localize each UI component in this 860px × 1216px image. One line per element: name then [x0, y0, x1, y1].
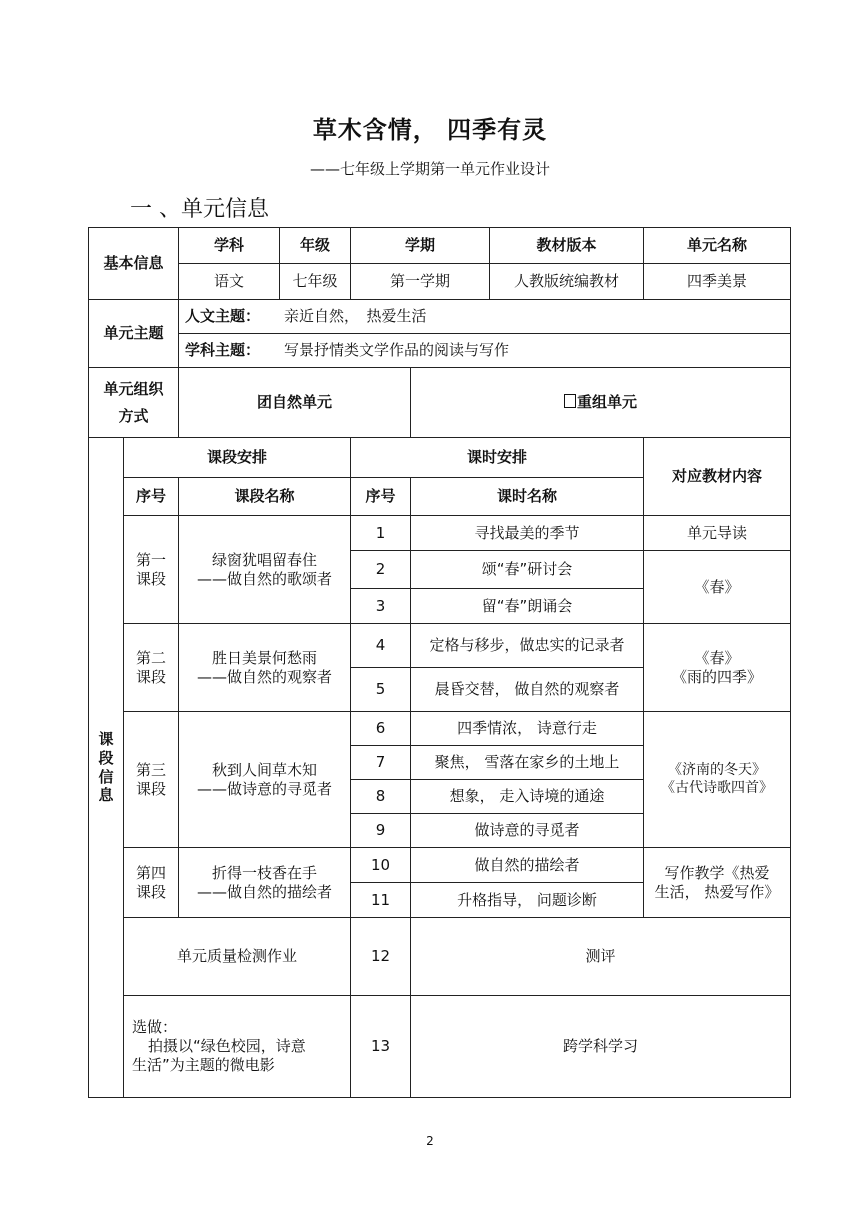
basic-info-label: 基本信息	[89, 228, 179, 300]
header-textbook: 教材版本	[489, 228, 643, 263]
segment-2-materials: 《春》 《雨的四季》	[644, 624, 791, 712]
lesson-5-name: 晨昏交替， 做自然的观察者	[411, 668, 644, 712]
document-title: 草木含情， 四季有灵	[312, 116, 548, 144]
header-term: 学期	[405, 236, 436, 255]
segment-plan-header: 课段安排	[124, 438, 351, 478]
lesson-4-name: 定格与移步，做忠实的记录者	[411, 624, 644, 668]
lesson-8-name: 想象， 走入诗境的通途	[411, 780, 644, 814]
lesson-13-name: 跨学科学习	[411, 996, 791, 1098]
unit-theme-label: 单元主题	[89, 300, 179, 368]
lesson-3-name: 留“春”朗诵会	[411, 589, 644, 624]
lesson-6-name: 四季情浓， 诗意行走	[411, 712, 644, 746]
col-seq2: 序号	[351, 478, 411, 516]
header-subject: 学科	[214, 236, 245, 255]
basic-values-subject-grade	[179, 264, 351, 300]
lesson-1-no: 1	[351, 516, 411, 551]
lesson-3-no: 3	[351, 589, 411, 624]
lesson-2-no: 2	[351, 551, 411, 589]
lesson-12-no: 12	[351, 918, 411, 996]
humanistic-theme-label: 人文主题：	[185, 307, 261, 326]
lesson-plan-header: 课时安排	[351, 438, 644, 478]
unit-info-table	[88, 227, 791, 1098]
col-seq: 序号	[124, 478, 179, 516]
segment-1-material-2: 《春》	[644, 551, 791, 624]
subject-theme-label: 学科主题：	[185, 341, 261, 360]
segment-2-name: 胜日美景何愁雨 ——做自然的观察者	[179, 624, 351, 712]
segment-info-label: 课 段 信 息	[89, 438, 124, 1098]
segment-2-seq: 第二 课段	[124, 624, 179, 712]
value-term: 第一学期	[390, 272, 451, 291]
page-number: 2	[426, 1134, 434, 1148]
col-segment-name: 课段名称	[179, 478, 351, 516]
document-subtitle: ——七年级上学期第一单元作业设计	[309, 160, 550, 178]
lesson-1-name: 寻找最美的季节	[411, 516, 644, 551]
segment-4-materials: 写作教学《热爱 生活， 热爱写作》	[644, 848, 791, 918]
section-heading: 一 、单元信息	[130, 197, 269, 222]
lesson-5-no: 5	[351, 668, 411, 712]
basic-header-subject-grade	[179, 228, 351, 264]
lesson-7-no: 7	[351, 746, 411, 780]
basic-values-term-textbook	[351, 264, 644, 300]
segment-1-name: 绿窗犹唱留春住 ——做自然的歌颂者	[179, 516, 351, 624]
value-subject: 语文	[214, 272, 245, 291]
lesson-9-name: 做诗意的寻觅者	[411, 814, 644, 848]
value-unit-name: 四季美景	[644, 264, 791, 300]
lesson-6-no: 6	[351, 712, 411, 746]
quality-check-label: 单元质量检测作业	[124, 918, 351, 996]
humanistic-theme	[179, 300, 791, 334]
lesson-10-no: 10	[351, 848, 411, 883]
optional-task: 选做： 拍摄以“绿色校园，诗意 生活”为主题的微电影	[124, 996, 351, 1098]
subject-theme	[179, 334, 791, 368]
unit-org-label: 单元组织 方式	[89, 368, 179, 438]
segment-3-name: 秋到人间草木知 ——做诗意的寻觅者	[179, 712, 351, 848]
segment-4-name: 折得一枝香在手 ——做自然的描绘者	[179, 848, 351, 918]
lesson-13-no: 13	[351, 996, 411, 1098]
header-unit-name: 单元名称	[644, 228, 791, 264]
humanistic-theme-value: 亲近自然， 热爱生活	[284, 307, 427, 326]
value-grade: 七年级	[279, 264, 350, 299]
lesson-11-name: 升格指导， 问题诊断	[411, 883, 644, 918]
org-natural-unit: 团自然单元	[179, 368, 411, 438]
header-semester	[351, 228, 644, 264]
segment-3-seq: 第三 课段	[124, 712, 179, 848]
subject-theme-value: 写景抒情类文学作品的阅读与写作	[284, 341, 510, 360]
org-regroup-unit: 重组单元	[411, 368, 791, 438]
segment-4-seq: 第四 课段	[124, 848, 179, 918]
lesson-8-no: 8	[351, 780, 411, 814]
col-lesson-name: 课时名称	[411, 478, 644, 516]
lesson-9-no: 9	[351, 814, 411, 848]
segment-1-seq: 第一 课段	[124, 516, 179, 624]
lesson-12-name: 测评	[411, 918, 791, 996]
segment-1-material-1: 单元导读	[644, 516, 791, 551]
lesson-2-name: 颂“春”研讨会	[411, 551, 644, 589]
lesson-7-name: 聚焦， 雪落在家乡的土地上	[411, 746, 644, 780]
segment-3-materials: 《济南的冬天》 《古代诗歌四首》	[644, 712, 791, 848]
lesson-11-no: 11	[351, 883, 411, 918]
material-header: 对应教材内容	[644, 438, 791, 516]
lesson-10-name: 做自然的描绘者	[411, 848, 644, 883]
value-textbook: 人教版统编教材	[489, 264, 643, 299]
lesson-4-no: 4	[351, 624, 411, 668]
checkbox-icon	[564, 394, 576, 408]
header-grade: 年级	[279, 228, 350, 263]
